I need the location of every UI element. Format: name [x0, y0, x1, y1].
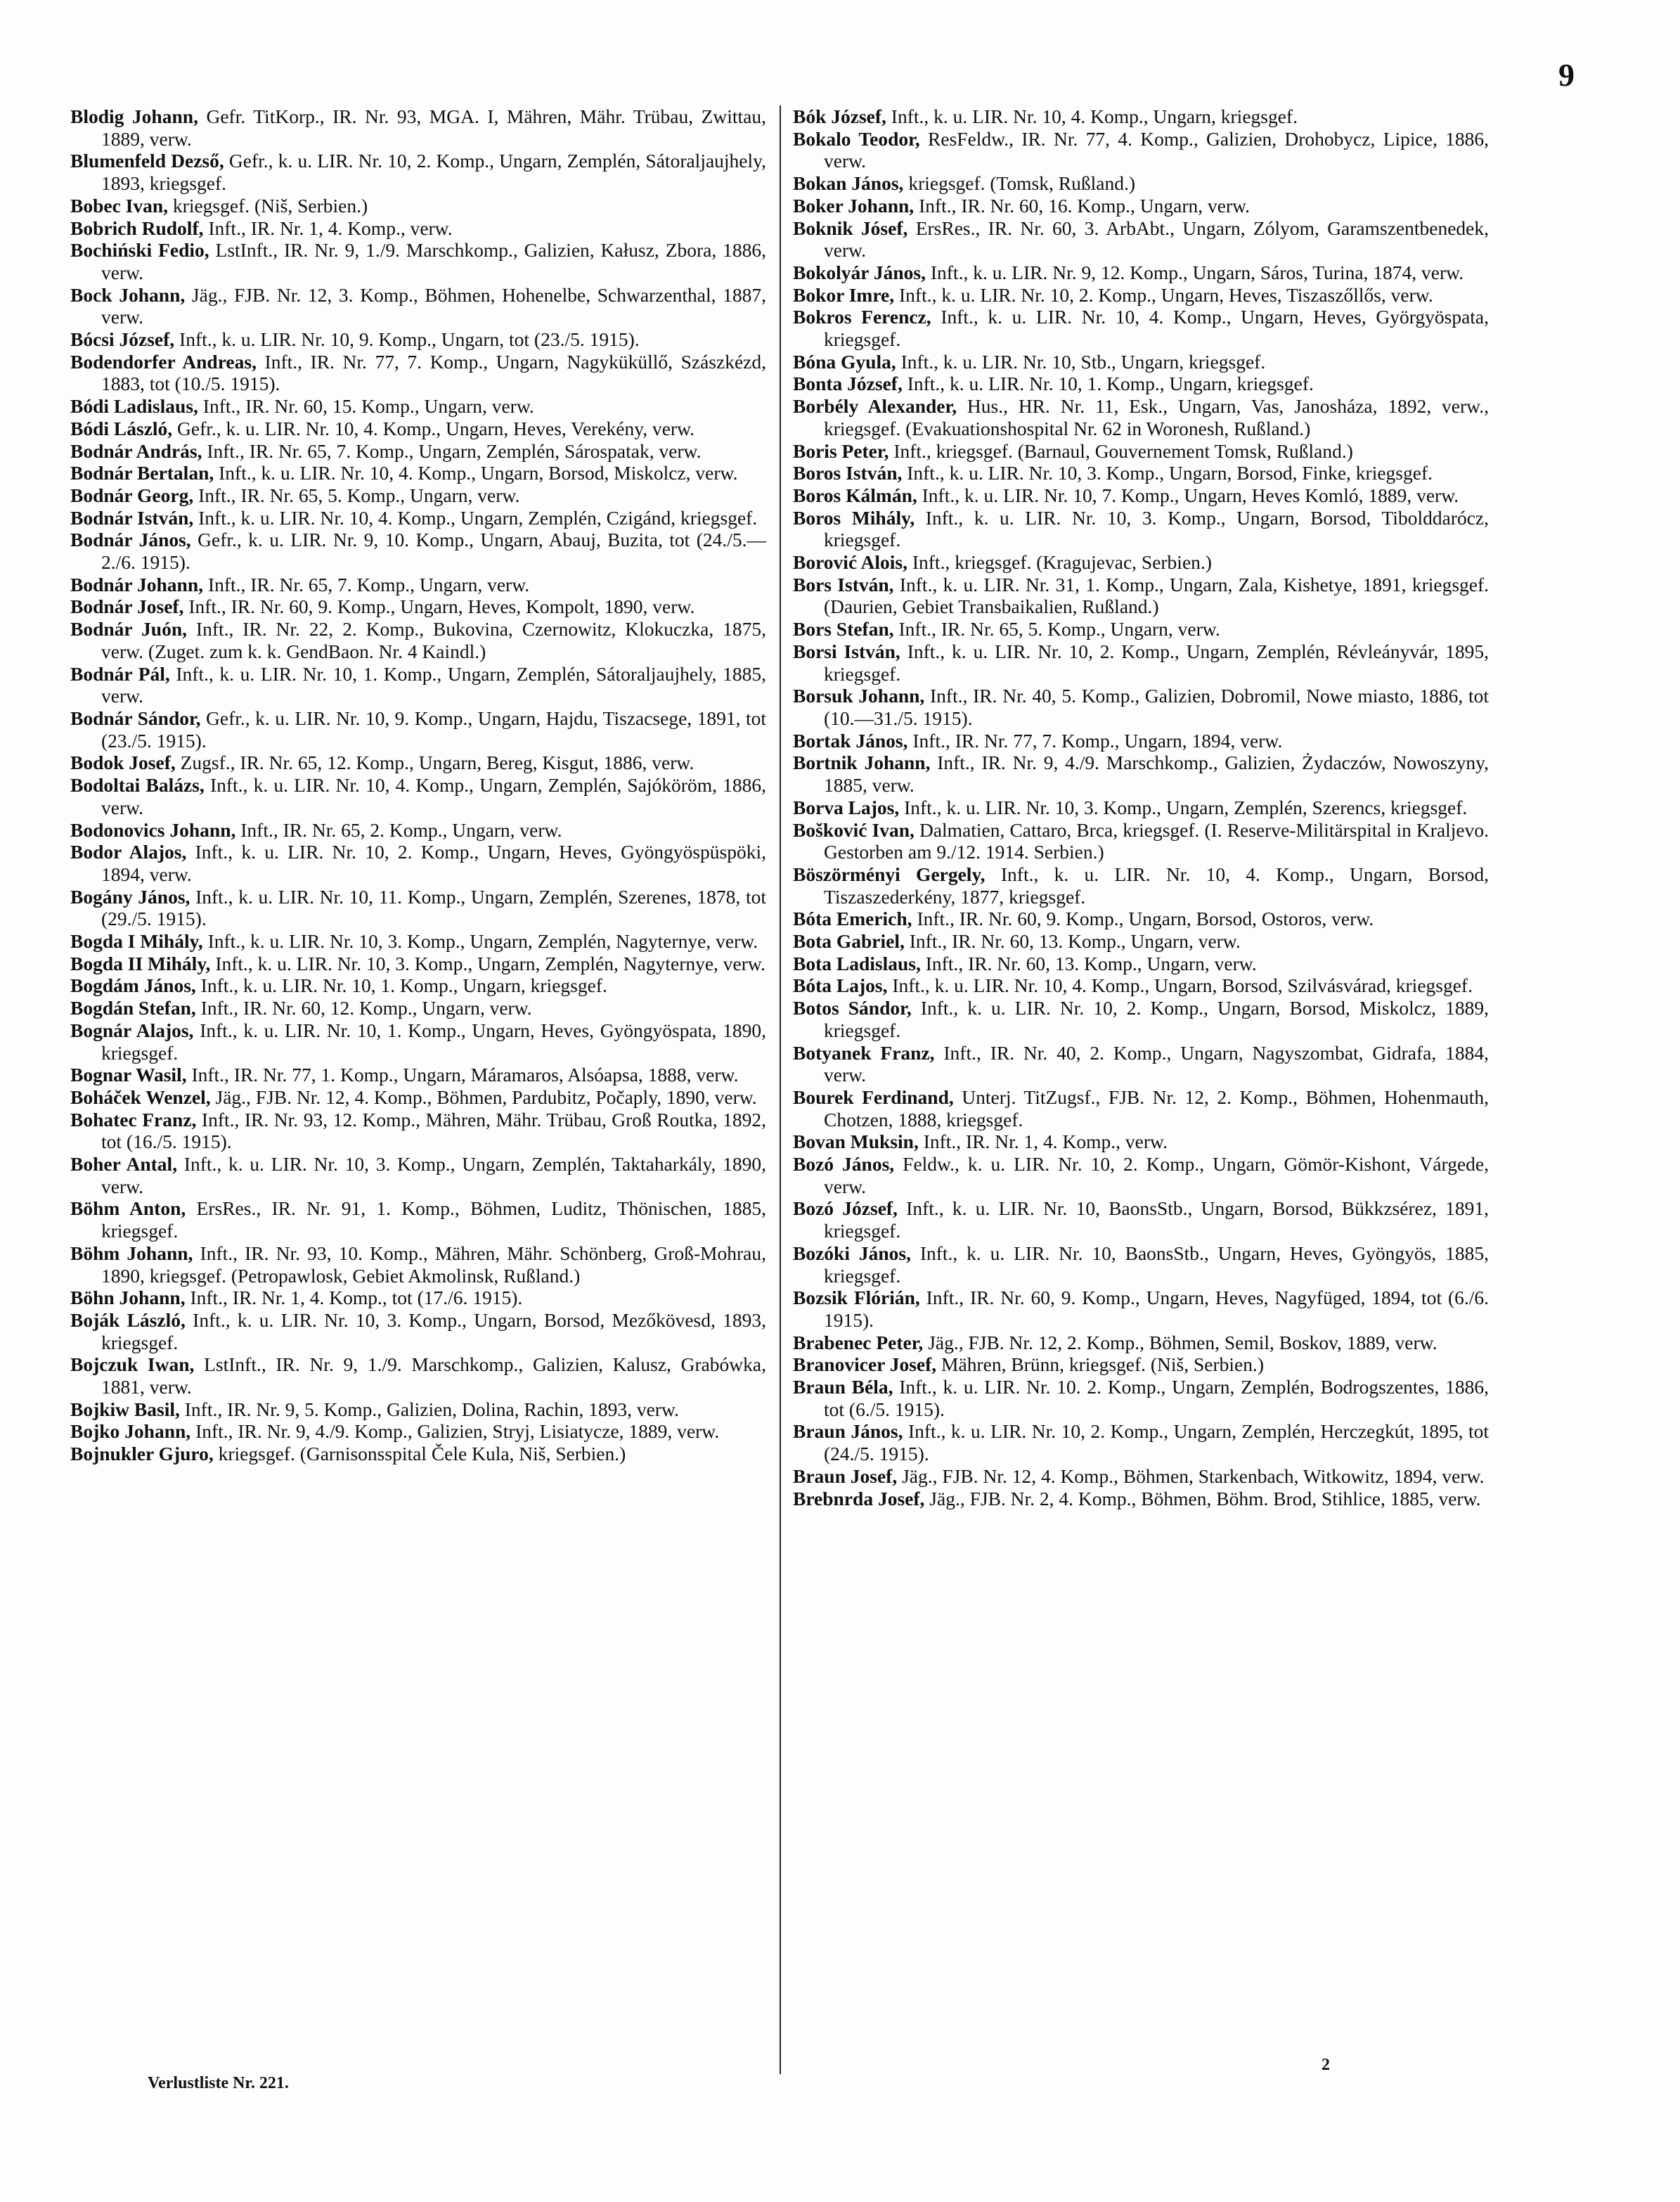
entry-details: Inft., IR. Nr. 40, 5. Komp., Galizien, Dobromil, Nowe miasto, 1886, tot (10.—31./5. 1915).: [824, 685, 1489, 729]
entry-name: Bošković Ivan,: [793, 818, 915, 841]
casualty-entry: [70, 841, 766, 885]
entry-details: Inft., IR. Nr. 1, 4. Komp., verw.: [923, 1131, 1168, 1153]
entry-details: Inft., k. u. LIR. Nr. 10, 3. Komp., Ungarn, Zemplén, Szerencs, kriegsgef.: [904, 796, 1468, 818]
entry-details: Inft., k. u. LIR. Nr. 10. 2. Komp., Ungarn, Zemplén, Bodrogszentes, 1886, tot (6./5. 1915).: [824, 1376, 1489, 1420]
entry-details: Inft., k. u. LIR. Nr. 31, 1. Komp., Ungarn, Zala, Kishetye, 1891, kriegsgef. (Daurien, Gebiet Transbaikalien, Rußland.): [824, 573, 1490, 618]
casualty-entry: [793, 551, 1489, 574]
entry-name: Boknik Jósef,: [793, 217, 908, 239]
entry-details: Inft., kriegsgef. (Kragujevac, Serbien.): [912, 551, 1212, 574]
entry-details: Inft., k. u. LIR. Nr. 10, 7. Komp., Ungarn, Heves Komló, 1889, verw.: [922, 484, 1459, 506]
entry-details: Inft., k. u. LIR. Nr. 10, BaonsStb., Ungarn, Heves, Gyöngyös, 1885, kriegsgef.: [824, 1242, 1489, 1287]
casualty-entry: [793, 618, 1489, 640]
entry-details: Feldw., k. u. LIR. Nr. 10, 2. Komp., Ungarn, Gömör-Kishont, Várgede, verw.: [824, 1153, 1490, 1197]
page-number: 9: [1558, 57, 1575, 93]
casualty-entry: [70, 1109, 766, 1153]
casualty-entry: [70, 239, 766, 283]
entry-name: Bodoltai Balázs,: [70, 774, 205, 797]
entry-details: Inft., IR. Nr. 9, 5. Komp., Galizien, Dolina, Rachin, 1893, verw.: [184, 1398, 679, 1420]
casualty-entry: [70, 1287, 766, 1309]
entry-details: Gefr., k. u. LIR. Nr. 9, 10. Komp., Ungarn, Abauj, Buzita, tot (24./5.—2./6. 1915).: [101, 529, 767, 574]
entry-details: Inft., k. u. LIR. Nr. 10, Stb., Ungarn, kriegsgef.: [900, 350, 1266, 373]
entry-details: Inft., IR. Nr. 60, 9. Komp., Ungarn, Heves, Nagyfüged, 1894, tot (6./6. 1915).: [824, 1287, 1490, 1331]
casualty-entry: [70, 1197, 766, 1242]
entry-details: Inft., IR. Nr. 65, 7. Komp., Ungarn, Zemplén, Sárospatak, verw.: [207, 439, 702, 462]
casualty-entry: [70, 997, 766, 1019]
entry-name: Bohatec Franz,: [70, 1108, 197, 1131]
entry-name: Bokor Imre,: [793, 283, 895, 306]
entry-details: Inft., k. u. LIR. Nr. 10, 1. Komp., Ungarn, kriegsgef.: [907, 373, 1314, 395]
casualty-entry: [70, 595, 766, 618]
casualty-entry: [793, 1086, 1489, 1131]
casualty-entry: [793, 1242, 1489, 1287]
entry-details: LstInft., IR. Nr. 9, 1./9. Marschkomp., Galizien, Kałusz, Zbora, 1886, verw.: [101, 239, 766, 283]
entry-name: Braun Béla,: [793, 1376, 893, 1398]
casualty-entry: [70, 1064, 766, 1086]
entry-details: ResFeldw., IR. Nr. 77, 4. Komp., Galizien, Drohobycz, Lipice, 1886, verw.: [824, 127, 1490, 172]
entry-details: Inft., IR. Nr. 60, 12. Komp., Ungarn, verw.: [200, 997, 532, 1019]
entry-name: Bók József,: [793, 105, 886, 127]
casualty-entry: [793, 128, 1489, 172]
entry-details: Inft., k. u. LIR. Nr. 10, 4. Komp., Ungarn, Zemplén, Sajóköröm, 1886, verw.: [101, 774, 767, 818]
entry-details: kriegsgef. (Niš, Serbien.): [172, 194, 368, 217]
casualty-entry: [793, 640, 1489, 685]
entry-details: Inft., k. u. LIR. Nr. 10, 3. Komp., Ungarn, Borsod, Tibolddarócz, kriegsgef.: [824, 506, 1489, 551]
entry-name: Borva Lajos,: [793, 796, 900, 818]
casualty-entry: [70, 529, 766, 573]
entry-name: Bodonovics Johann,: [70, 818, 236, 841]
entry-details: Gefr., k. u. LIR. Nr. 10, 2. Komp., Ungarn, Zemplén, Sátoraljaujhely, 1893, kriegsgef.: [101, 150, 766, 195]
casualty-entry: [793, 306, 1489, 350]
entry-details: Inft., kriegsgef. (Barnaul, Gouvernement Tomsk, Rußland.): [893, 439, 1353, 462]
entry-details: Inft., k. u. LIR. Nr. 10, 11. Komp., Ungarn, Zemplén, Szerenes, 1878, tot (29./5. 1915).: [101, 885, 766, 930]
casualty-entry: [793, 1376, 1489, 1420]
entry-details: Inft., k. u. LIR. Nr. 10, 4. Komp., Ungarn, Zemplén, Czigánd, kriegsgef.: [198, 506, 758, 529]
entry-name: Bodnár Juón,: [70, 618, 187, 640]
entry-details: Inft., k. u. LIR. Nr. 10, 2. Komp., Ungarn, Borsod, Miskolcz, 1889, kriegsgef.: [824, 997, 1489, 1041]
entry-details: kriegsgef. (Tomsk, Rußland.): [908, 172, 1135, 195]
entry-details: Inft., k. u. LIR. Nr. 10, 3. Komp., Ungarn, Zemplén, Nagyternye, verw.: [215, 952, 765, 974]
entry-details: ErsRes., IR. Nr. 60, 3. ArbAbt., Ungarn, Zólyom, Garamszentbenedek, verw.: [824, 217, 1490, 262]
casualty-entry: [793, 1153, 1489, 1197]
entry-details: Inft., k. u. LIR. Nr. 10, 1. Komp., Ungarn, Zemplén, Sátoraljaujhely, 1885, verw.: [101, 662, 767, 707]
entry-name: Boros István,: [793, 462, 903, 484]
entry-details: Inft., k. u. LIR. Nr. 10, 3. Komp., Ungarn, Borsod, Mezőkövesd, 1893, kriegsgef.: [101, 1308, 767, 1353]
casualty-entry: [793, 574, 1489, 618]
entry-name: Bojko Johann,: [70, 1420, 191, 1443]
entry-name: Bozó József,: [793, 1197, 898, 1220]
casualty-entry: [70, 484, 766, 507]
entry-details: Inft., k. u. LIR. Nr. 10, 9. Komp., Ungarn, tot (23./5. 1915).: [179, 328, 640, 351]
entry-name: Botos Sándor,: [793, 997, 912, 1019]
entry-name: Bota Ladislaus,: [793, 952, 921, 974]
entry-details: Inft., k. u. LIR. Nr. 10, 2. Komp., Ungarn, Heves, Gyöngyöspüspöki, 1894, verw.: [101, 841, 766, 885]
entry-details: Inft., k. u. LIR. Nr. 10, 4. Komp., Ungarn, Borsod, Szilvásvárad, kriegsgef.: [892, 974, 1473, 997]
entry-details: Zugsf., IR. Nr. 65, 12. Komp., Ungarn, Bereg, Kisgut, 1886, verw.: [180, 752, 694, 774]
entry-details: Jäg., FJB. Nr. 12, 2. Komp., Böhmen, Semil, Boskov, 1889, verw.: [928, 1331, 1437, 1353]
entry-name: Böhn Johann,: [70, 1287, 186, 1309]
casualty-entry: [793, 974, 1489, 997]
casualty-entry: [793, 930, 1489, 953]
entry-name: Bogda I Mihály,: [70, 930, 203, 953]
entry-name: Bodnár Johann,: [70, 573, 204, 595]
casualty-entry: [793, 997, 1489, 1041]
entry-name: Botyanek Franz,: [793, 1041, 935, 1064]
entry-name: Bócsi József,: [70, 328, 175, 351]
casualty-entry: [70, 574, 766, 596]
casualty-entry: [793, 351, 1489, 373]
entry-name: Bodok Josef,: [70, 752, 176, 774]
casualty-entry: [793, 217, 1489, 262]
entry-name: Brebnrda Josef,: [793, 1487, 925, 1509]
entry-name: Bokros Ferencz,: [793, 306, 931, 328]
casualty-entry: [70, 1353, 766, 1398]
casualty-entry: [793, 953, 1489, 975]
entry-details: Hus., HR. Nr. 11, Esk., Ungarn, Vas, Janosháza, 1892, verw., kriegsgef. (Evakuationshospital Nr. 62 in Woronesh, Rußland.): [824, 395, 1489, 439]
entry-name: Bojkiw Basil,: [70, 1398, 180, 1420]
entry-name: Boris Peter,: [793, 439, 889, 462]
casualty-entry: [793, 1488, 1489, 1510]
entry-name: Borsi István,: [793, 640, 900, 662]
left-column: [70, 105, 766, 1465]
casualty-entry: [70, 351, 766, 395]
casualty-entry: [70, 1153, 766, 1197]
entry-name: Braun Josef,: [793, 1464, 898, 1487]
entry-name: Bogdán Stefan,: [70, 997, 196, 1019]
entry-details: Inft., IR. Nr. 40, 2. Komp., Ungarn, Nagyszombat, Gidrafa, 1884, verw.: [824, 1041, 1489, 1086]
casualty-entry: [793, 262, 1489, 284]
column-divider: [780, 105, 781, 2074]
casualty-entry: [70, 195, 766, 217]
casualty-entry: [793, 105, 1489, 128]
entry-details: Inft., IR. Nr. 93, 12. Komp., Mähren, Mähr. Trübau, Groß Routka, 1892, tot (16./5. 1915).: [101, 1108, 767, 1153]
casualty-entry: [70, 507, 766, 529]
entry-details: Inft., IR. Nr. 93, 10. Komp., Mähren, Mähr. Schönberg, Groß-Mohrau, 1890, kriegsgef. (Petropawlosk, Gebiet Akmolinsk, Rußland.): [101, 1242, 766, 1287]
entry-details: Inft., IR. Nr. 77, 7. Komp., Ungarn, 1894, verw.: [912, 729, 1283, 752]
entry-details: Inft., k. u. LIR. Nr. 10, 2. Komp., Ungarn, Zemplén, Révleányvár, 1895, kriegsgef.: [824, 640, 1489, 685]
entry-details: Inft., IR. Nr. 77, 7. Komp., Ungarn, Nagyküküllő, Szászkézd, 1883, tot (10./5. 1915).: [101, 350, 766, 395]
entry-name: Boker Johann,: [793, 194, 915, 217]
entry-details: Mähren, Brünn, kriegsgef. (Niš, Serbien.): [941, 1353, 1265, 1376]
casualty-entry: [70, 1242, 766, 1287]
footer-signature-mark: 2: [1322, 2056, 1330, 2074]
casualty-entry: [793, 373, 1489, 395]
casualty-entry: [793, 172, 1489, 195]
entry-name: Brabenec Peter,: [793, 1331, 924, 1353]
entry-details: Jäg., FJB. Nr. 12, 4. Komp., Böhmen, Pardubitz, Počaply, 1890, verw.: [215, 1086, 757, 1108]
entry-details: Inft., IR. Nr. 65, 5. Komp., Ungarn, verw.: [898, 618, 1220, 640]
casualty-entry: [70, 819, 766, 842]
casualty-entry: [793, 797, 1489, 819]
casualty-entry: [70, 328, 766, 351]
casualty-entry: [70, 1086, 766, 1109]
entry-name: Braun János,: [793, 1420, 903, 1443]
entry-details: Inft., IR. Nr. 60, 16. Komp., Ungarn, verw.: [919, 194, 1251, 217]
entry-name: Bódi László,: [70, 417, 173, 439]
entry-details: Inft., k. u. LIR. Nr. 10, 3. Komp., Ungarn, Zemplén, Taktaharkály, 1890, verw.: [101, 1153, 766, 1197]
entry-details: Inft., k. u. LIR. Nr. 10, 4. Komp., Ungarn, Heves, Györgyöspata, kriegsgef.: [824, 306, 1490, 351]
casualty-entry: [70, 1443, 766, 1465]
entry-details: Inft., IR. Nr. 60, 13. Komp., Ungarn, verw.: [909, 930, 1241, 953]
entry-name: Borsuk Johann,: [793, 685, 925, 707]
entry-details: Inft., k. u. LIR. Nr. 10, BaonsStb., Ungarn, Borsod, Bükkzsérez, 1891, kriegsgef.: [824, 1197, 1490, 1242]
casualty-entry: [793, 1042, 1489, 1086]
entry-name: Bóta Emerich,: [793, 908, 912, 930]
entry-name: Bota Gabriel,: [793, 930, 905, 953]
entry-name: Boros Mihály,: [793, 506, 915, 529]
entry-details: Inft., IR. Nr. 65, 7. Komp., Ungarn, verw.: [207, 573, 530, 595]
entry-name: Bobec Ivan,: [70, 194, 169, 217]
entry-name: Bozsik Flórián,: [793, 1287, 920, 1309]
entry-name: Bodnár János,: [70, 529, 191, 551]
casualty-entry: [793, 284, 1489, 307]
entry-name: Bortnik Johann,: [793, 752, 931, 774]
entry-details: Inft., IR. Nr. 22, 2. Komp., Bukovina, Czernowitz, Klokuczka, 1875, verw. (Zuget. zum k. k. GendBaon. Nr. 4 Kaindl.): [101, 618, 766, 662]
entry-name: Bodnár Bertalan,: [70, 462, 214, 484]
casualty-entry: [70, 395, 766, 418]
casualty-entry: [793, 1197, 1489, 1242]
casualty-entry: [793, 752, 1489, 796]
entry-details: Inft., k. u. LIR. Nr. 10, 4. Komp., Ungarn, kriegsgef.: [891, 105, 1298, 127]
entry-name: Boher Antal,: [70, 1153, 178, 1176]
entry-name: Bokolyár János,: [793, 261, 926, 283]
entry-details: Inft., IR. Nr. 60, 9. Komp., Ungarn, Heves, Kompolt, 1890, verw.: [188, 595, 695, 618]
entry-details: ErsRes., IR. Nr. 91, 1. Komp., Böhmen, Luditz, Thönischen, 1885, kriegsgef.: [101, 1197, 767, 1242]
entry-name: Bojnukler Gjuro,: [70, 1443, 214, 1465]
entry-details: Inft., k. u. LIR. Nr. 10, 3. Komp., Ungarn, Zemplén, Nagyternye, verw.: [207, 930, 758, 953]
casualty-entry: [70, 707, 766, 752]
entry-name: Bogány János,: [70, 885, 190, 908]
casualty-entry: [70, 930, 766, 953]
entry-name: Bourek Ferdinand,: [793, 1086, 954, 1108]
casualty-entry: [70, 462, 766, 484]
entry-name: Borović Alois,: [793, 551, 907, 574]
casualty-entry: [793, 863, 1489, 908]
entry-details: Inft., IR. Nr. 65, 5. Komp., Ungarn, verw.: [198, 484, 520, 506]
entry-name: Bozó János,: [793, 1153, 895, 1176]
entry-name: Bodnár Josef,: [70, 595, 184, 618]
entry-details: Inft., k. u. LIR. Nr. 10, 4. Komp., Ungarn, Borsod, Tiszaszederkény, 1877, kriegsgef.: [824, 863, 1490, 908]
entry-name: Boják László,: [70, 1308, 186, 1331]
entry-name: Bodnár István,: [70, 506, 194, 529]
entry-details: Inft., IR. Nr. 9, 4./9. Marschkomp., Galizien, Żydaczów, Nowoszyny, 1885, verw.: [824, 752, 1489, 797]
entry-name: Bognár Alajos,: [70, 1019, 194, 1041]
entry-details: Inft., IR. Nr. 65, 2. Komp., Ungarn, verw.: [240, 818, 562, 841]
entry-name: Bodnár Georg,: [70, 484, 194, 506]
entry-details: Inft., k. u. LIR. Nr. 10, 4. Komp., Ungarn, Borsod, Miskolcz, verw.: [219, 462, 738, 484]
casualty-entry: [793, 685, 1489, 729]
entry-name: Bors István,: [793, 573, 894, 595]
entry-name: Bodnár András,: [70, 439, 202, 462]
casualty-entry: [793, 195, 1489, 217]
entry-details: Inft., IR. Nr. 1, 4. Komp., tot (17./6. 1915).: [190, 1287, 523, 1309]
entry-name: Bodnár Sándor,: [70, 707, 201, 729]
entry-details: Inft., IR. Nr. 77, 1. Komp., Ungarn, Máramaros, Alsóapsa, 1888, verw.: [191, 1064, 739, 1086]
footer-issue-label: Verlustliste Nr. 221.: [148, 2074, 289, 2092]
entry-details: Gefr. TitKorp., IR. Nr. 93, MGA. I, Mähren, Mähr. Trübau, Zwittau, 1889, verw.: [101, 105, 766, 150]
casualty-entry: [70, 150, 766, 194]
casualty-entry: [70, 1398, 766, 1421]
casualty-entry: [793, 507, 1489, 551]
entry-details: Jäg., FJB. Nr. 12, 4. Komp., Böhmen, Starkenbach, Witkowitz, 1894, verw.: [902, 1464, 1485, 1487]
casualty-entry: [70, 217, 766, 240]
entry-name: Boháček Wenzel,: [70, 1086, 211, 1108]
entry-name: Bogdám János,: [70, 974, 196, 997]
casualty-entry: [70, 953, 766, 975]
entry-name: Bodor Alajos,: [70, 841, 187, 863]
entry-name: Bognar Wasil,: [70, 1064, 187, 1086]
casualty-entry: [70, 105, 766, 150]
casualty-entry: [793, 908, 1489, 930]
casualty-entry: [70, 974, 766, 997]
entry-name: Bobrich Rudolf,: [70, 217, 204, 239]
casualty-entry: [70, 752, 766, 774]
entry-details: Inft., IR. Nr. 60, 13. Komp., Ungarn, verw.: [925, 952, 1257, 974]
casualty-entry: [793, 1287, 1489, 1331]
casualty-entry: [70, 886, 766, 930]
casualty-entry: [793, 1353, 1489, 1376]
entry-name: Bock Johann,: [70, 283, 186, 306]
entry-name: Bóta Lajos,: [793, 974, 888, 997]
entry-details: Jäg., FJB. Nr. 12, 3. Komp., Böhmen, Hohenelbe, Schwarzenthal, 1887, verw.: [101, 283, 766, 328]
casualty-entry: [793, 1131, 1489, 1153]
entry-name: Boros Kálmán,: [793, 484, 917, 506]
entry-name: Böhm Johann,: [70, 1242, 193, 1264]
entry-details: Unterj. TitZugsf., FJB. Nr. 12, 2. Komp., Böhmen, Hohenmauth, Chotzen, 1888, kriegsgef.: [824, 1086, 1490, 1131]
casualty-entry: [793, 484, 1489, 507]
entry-name: Bozóki János,: [793, 1242, 911, 1264]
entry-name: Bojczuk Iwan,: [70, 1353, 195, 1376]
entry-details: Inft., k. u. LIR. Nr. 9, 12. Komp., Ungarn, Sáros, Turina, 1874, verw.: [930, 261, 1464, 283]
entry-name: Blodig Johann,: [70, 105, 198, 127]
entry-details: Jäg., FJB. Nr. 2, 4. Komp., Böhmen, Böhm. Brod, Stihlice, 1885, verw.: [929, 1487, 1481, 1509]
entry-details: LstInft., IR. Nr. 9, 1./9. Marschkomp., Galizien, Kalusz, Grabówka, 1881, verw.: [101, 1353, 766, 1398]
casualty-entry: [70, 1019, 766, 1064]
entry-name: Bodnár Pál,: [70, 662, 170, 685]
entry-name: Blumenfeld Dezső,: [70, 150, 224, 172]
entry-name: Böhm Anton,: [70, 1197, 186, 1220]
entry-details: Inft., IR. Nr. 60, 9. Komp., Ungarn, Borsod, Ostoros, verw.: [917, 908, 1374, 930]
entry-name: Bodendorfer Andreas,: [70, 350, 257, 373]
entry-name: Bovan Muksin,: [793, 1131, 919, 1153]
casualty-entry: [793, 1420, 1489, 1464]
entry-name: Bokalo Teodor,: [793, 127, 920, 150]
entry-name: Bogda II Mihály,: [70, 952, 211, 974]
entry-name: Bochiński Fedio,: [70, 239, 209, 262]
entry-name: Bortak János,: [793, 729, 908, 752]
entry-details: Inft., IR. Nr. 1, 4. Komp., verw.: [208, 217, 453, 239]
entry-name: Bóna Gyula,: [793, 350, 896, 373]
casualty-entry: [70, 618, 766, 662]
entry-details: Inft., k. u. LIR. Nr. 10, 3. Komp., Ungarn, Borsod, Finke, kriegsgef.: [907, 462, 1433, 484]
casualty-entry: [70, 1420, 766, 1443]
casualty-entry: [793, 395, 1489, 439]
entry-name: Borbély Alexander,: [793, 395, 957, 418]
entry-details: Inft., IR. Nr. 9, 4./9. Komp., Galizien, Stryj, Lisiatycze, 1889, verw.: [195, 1420, 720, 1443]
entry-details: Dalmatien, Cattaro, Brca, kriegsgef. (I. Reserve-Militärspital in Kraljevo. Gestorben am 9./12. 1914. Serbien.): [824, 818, 1490, 863]
casualty-entry: [793, 1465, 1489, 1488]
right-column: [793, 105, 1489, 1509]
entry-name: Bódi Ladislaus,: [70, 395, 198, 418]
entry-name: Branovicer Josef,: [793, 1353, 937, 1376]
entry-details: Gefr., k. u. LIR. Nr. 10, 4. Komp., Ungarn, Heves, Verekény, verw.: [177, 417, 695, 439]
entry-details: kriegsgef. (Garnisonsspital Čele Kula, Niš, Serbien.): [218, 1443, 626, 1465]
casualty-entry: [70, 418, 766, 440]
casualty-entry: [793, 819, 1489, 863]
entry-details: Gefr., k. u. LIR. Nr. 10, 9. Komp., Ungarn, Hajdu, Tiszacsege, 1891, tot (23./5. 1915).: [101, 707, 767, 752]
casualty-entry: [793, 1332, 1489, 1354]
entry-details: Inft., IR. Nr. 60, 15. Komp., Ungarn, verw.: [202, 395, 534, 418]
casualty-entry: [70, 440, 766, 463]
casualty-entry: [70, 663, 766, 707]
entry-details: Inft., k. u. LIR. Nr. 10, 1. Komp., Ungarn, Heves, Gyöngyöspata, 1890, kriegsgef.: [101, 1019, 766, 1064]
casualty-entry: [70, 774, 766, 818]
entry-name: Bonta József,: [793, 373, 903, 395]
casualty-entry: [70, 284, 766, 328]
casualty-entry: [70, 1309, 766, 1353]
casualty-entry: [793, 462, 1489, 484]
entry-details: Inft., k. u. LIR. Nr. 10, 1. Komp., Ungarn, kriegsgef.: [200, 974, 607, 997]
entry-details: Inft., k. u. LIR. Nr. 10, 2. Komp., Ungarn, Heves, Tiszaszőllős, verw.: [899, 283, 1433, 306]
entry-details: Inft., k. u. LIR. Nr. 10, 2. Komp., Ungarn, Zemplén, Herczegkút, 1895, tot (24./5. 1915).: [824, 1420, 1489, 1465]
entry-name: Bokan János,: [793, 172, 904, 195]
casualty-entry: [793, 440, 1489, 463]
entry-name: Bors Stefan,: [793, 618, 894, 640]
casualty-entry: [793, 730, 1489, 752]
entry-name: Böszörményi Gergely,: [793, 863, 986, 885]
